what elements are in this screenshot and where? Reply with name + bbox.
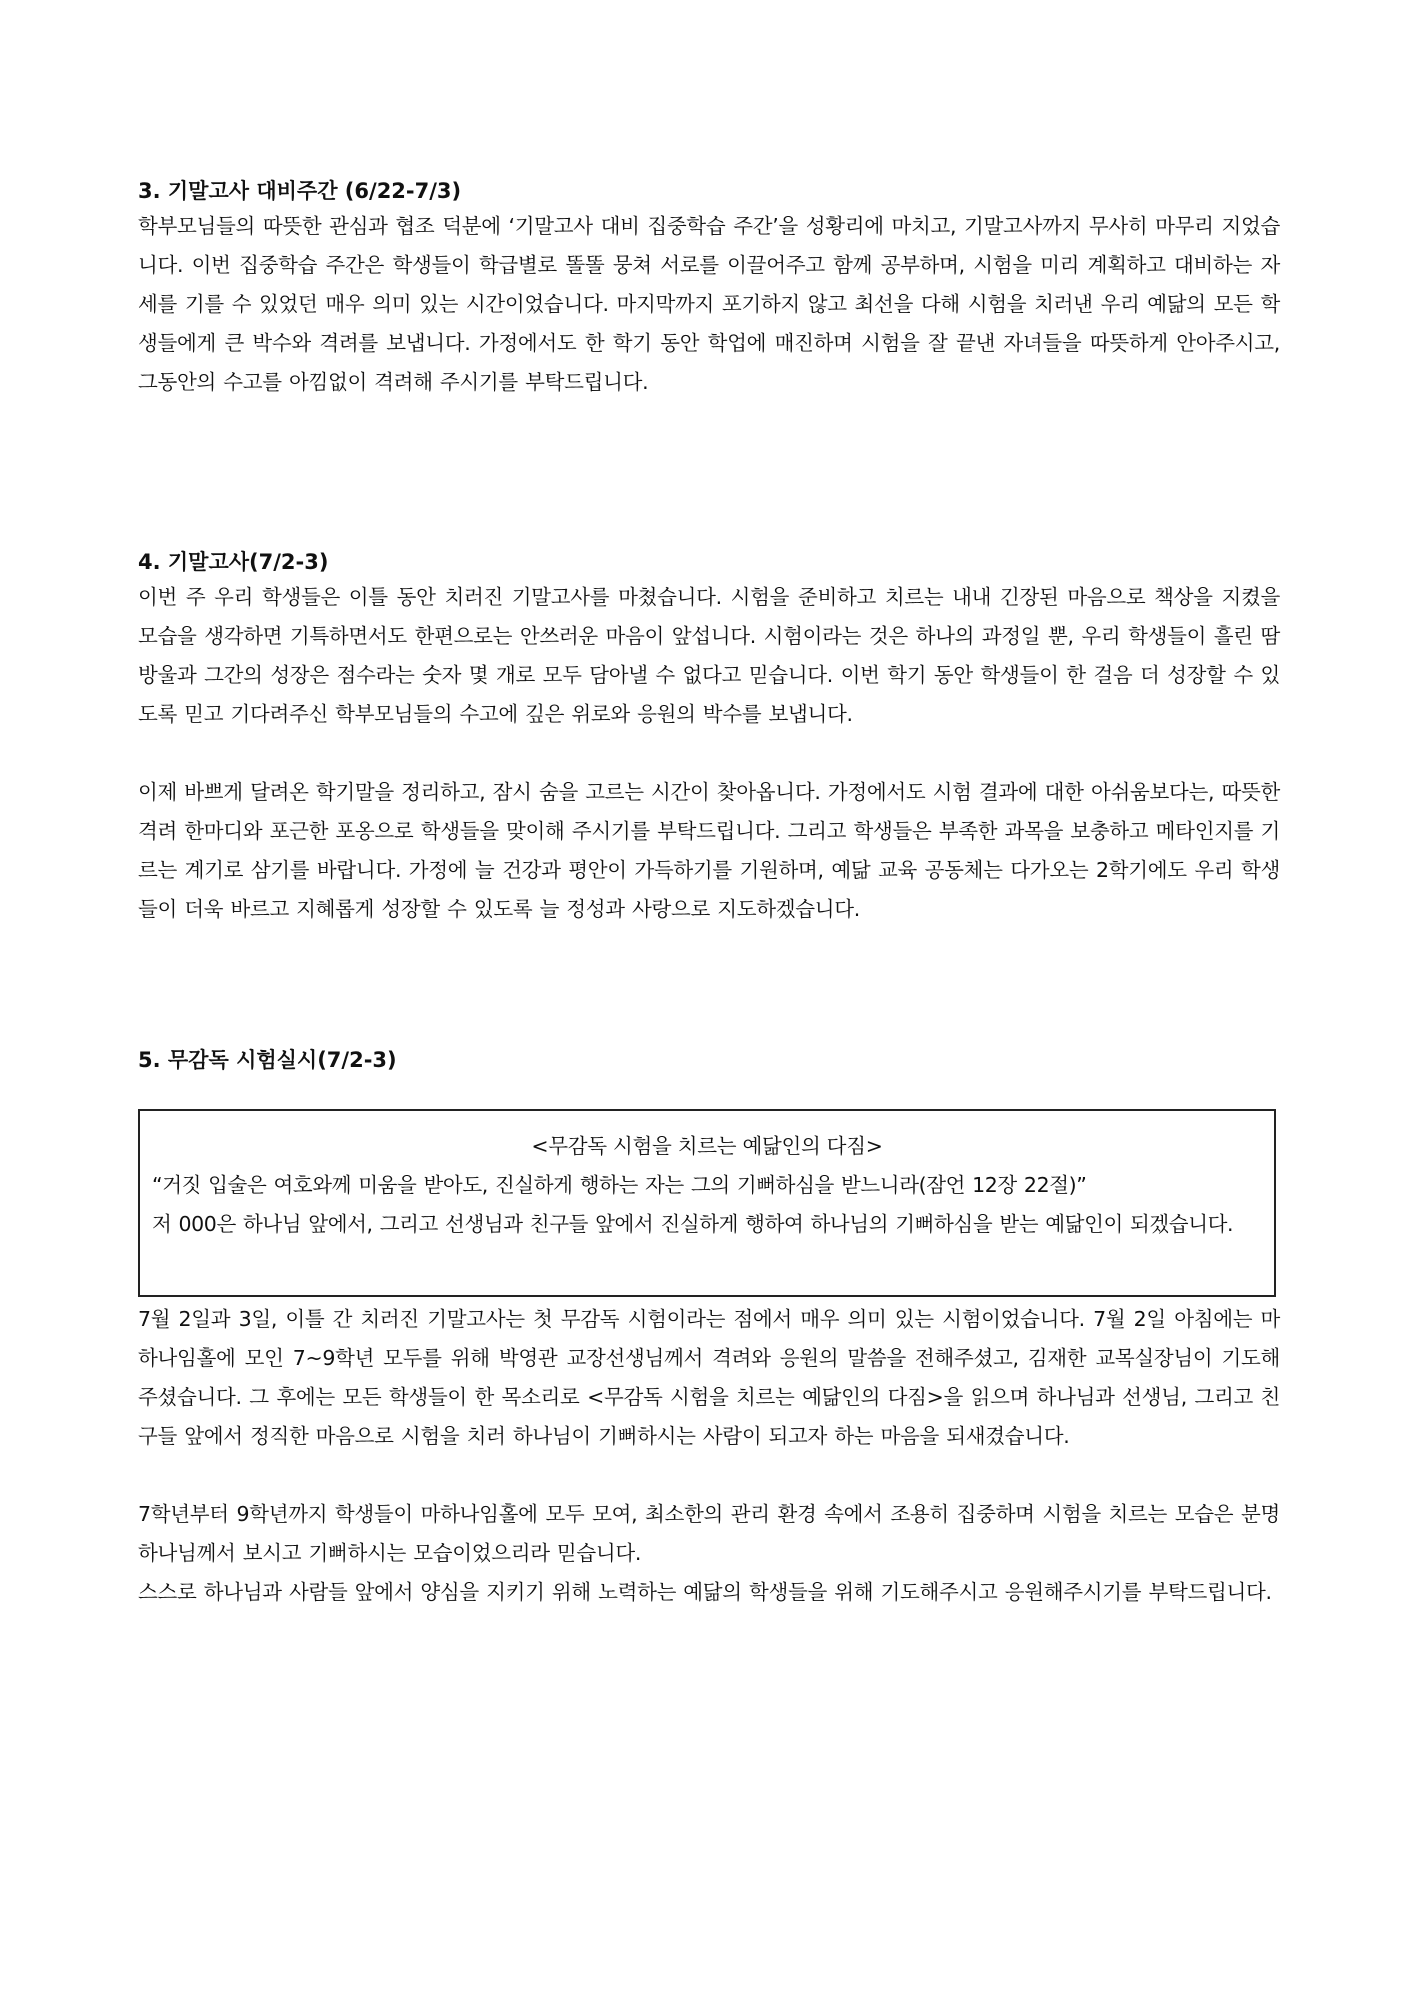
pledge-quote: “거짓 입술은 여호와께 미움을 받아도, 진실하게 행하는 자는 그의 기뻐하심을 받느니라(잠언 12장 22절)” <box>152 1173 1087 1197</box>
pledge-title: <무감독 시험을 치르는 예닮인의 다짐> <box>531 1134 883 1158</box>
pledge-box <box>138 1109 1276 1297</box>
section-4-paragraph-2: 이제 바쁘게 달려온 학기말을 정리하고, 잠시 숨을 고르는 시간이 찾아옵니다. 가정에서도 시험 결과에 대한 아쉬움보다는, 따뜻한 격려 한마디와 포근한 포옹으로 학생들을 맞이해 주시기를 부탁드립니다. 그리고 학생들은 부족한 과목을 보충하고 메타인지를 기르는 계기로 삼기를 바랍니다. 가정에 늘 건강과 평안이 가득하기를 기원하며, 예닮 교육 공동체는 다가오는 2학기에도 우리 학생들이 더욱 바르고 지혜롭게 성장할 수 있도록 늘 정성과 사랑으로 지도하겠습니다. <box>138 780 1280 921</box>
section-4-paragraph-1: 이번 주 우리 학생들은 이틀 동안 치러진 기말고사를 마쳤습니다. 시험을 준비하고 치르는 내내 긴장된 마음으로 책상을 지켰을 모습을 생각하면 기특하면서도 한편으로는 안쓰러운 마음이 앞섭니다. 시험이라는 것은 하나의 과정일 뿐, 우리 학생들이 흘린 땀방울과 그간의 성장은 점수라는 숫자 몇 개로 모두 담아낼 수 없다고 믿습니다. 이번 학기 동안 학생들이 한 걸음 더 성장할 수 있도록 믿고 기다려주신 학부모님들의 수고에 깊은 위로와 응원의 박수를 보냅니다. <box>138 585 1280 726</box>
section-5-paragraph-2: 7학년부터 9학년까지 학생들이 마하나임홀에 모두 모여, 최소한의 관리 환경 속에서 조용히 집중하며 시험을 치르는 모습은 분명 하나님께서 보시고 기뻐하시는 모습이었으리라 믿습니다. <box>138 1502 1280 1565</box>
section-5-heading: 5. 무감독 시험실시(7/2-3) <box>138 1048 397 1072</box>
section-5-paragraph-3: 스스로 하나님과 사람들 앞에서 양심을 지키기 위해 노력하는 예닮의 학생들을 위해 기도해주시고 응원해주시기를 부탁드립니다. <box>138 1580 1272 1604</box>
section-3-heading: 3. 기말고사 대비주간 (6/22-7/3) <box>138 179 462 203</box>
pledge-text: 저 000은 하나님 앞에서, 그리고 선생님과 친구들 앞에서 진실하게 행하여 하나님의 기뻐하심을 받는 예닮인이 되겠습니다. <box>152 1212 1234 1236</box>
section-3-paragraph: 학부모님들의 따뜻한 관심과 협조 덕분에 ‘기말고사 대비 집중학습 주간’을 성황리에 마치고, 기말고사까지 무사히 마무리 지었습니다. 이번 집중학습 주간은 학생들이 학급별로 똘똘 뭉쳐 서로를 이끌어주고 함께 공부하며, 시험을 미리 계획하고 대비하는 자세를 기를 수 있었던 매우 의미 있는 시간이었습니다. 마지막까지 포기하지 않고 최선을 다해 시험을 치러낸 우리 예닮의 모든 학생들에게 큰 박수와 격려를 보냅니다. 가정에서도 한 학기 동안 학업에 매진하며 시험을 잘 끝낸 자녀들을 따뜻하게 안아주시고, 그동안의 수고를 아낌없이 격려해 주시기를 부탁드립니다. <box>138 214 1280 394</box>
section-5-paragraph-1: 7월 2일과 3일, 이틀 간 치러진 기말고사는 첫 무감독 시험이라는 점에서 매우 의미 있는 시험이었습니다. 7월 2일 아침에는 마하나임홀에 모인 7~9학년 모두를 위해 박영관 교장선생님께서 격려와 응원의 말씀을 전해주셨고, 김재한 교목실장님이 기도해 주셨습니다. 그 후에는 모든 학생들이 한 목소리로 <무감독 시험을 치르는 예닮인의 다짐>을 읽으며 하나님과 선생님, 그리고 친구들 앞에서 정직한 마음으로 시험을 치러 하나님이 기뻐하시는 사람이 되고자 하는 마음을 되새겼습니다. <box>138 1307 1280 1448</box>
section-4-heading: 4. 기말고사(7/2-3) <box>138 550 329 574</box>
